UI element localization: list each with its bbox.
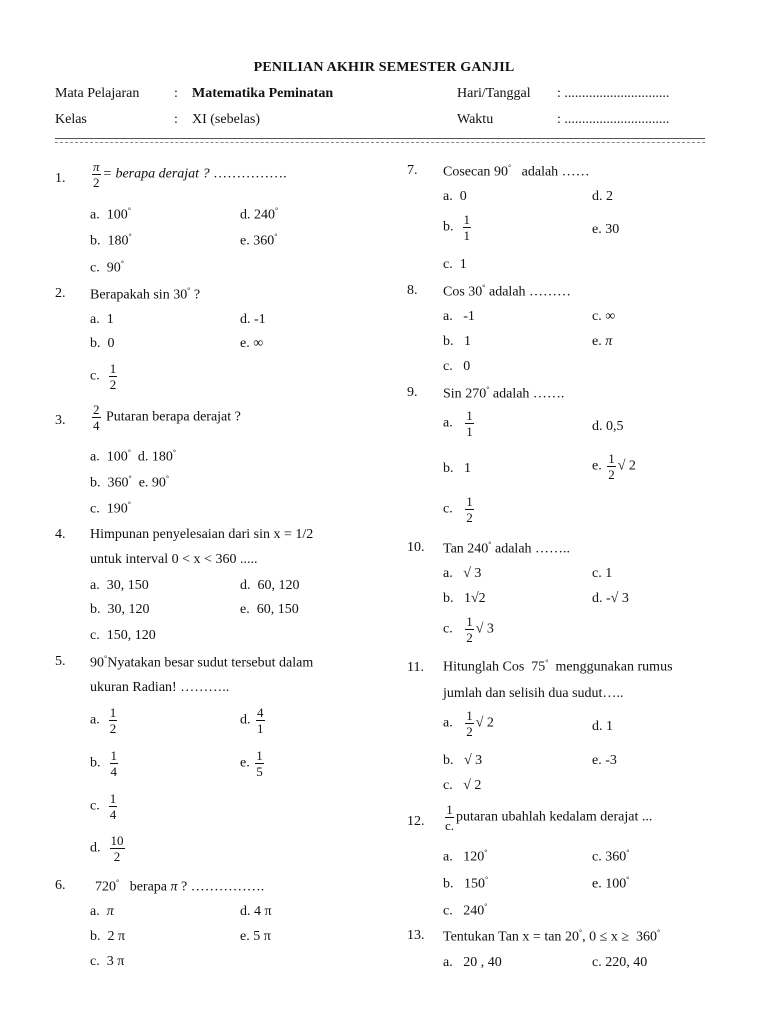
q5-number: 5. bbox=[55, 654, 66, 669]
q11-number: 11. bbox=[407, 660, 424, 675]
q4-stem-line2: untuk interval 0 < x < 360 ..... bbox=[90, 552, 258, 567]
q11-option-b[interactable]: b. √ 3 bbox=[443, 753, 483, 768]
q9-option-a[interactable]: a. $\frac{1}{1}$ bbox=[443, 408, 473, 439]
q13-option-a[interactable]: a. 20 , 40 bbox=[443, 955, 502, 970]
q7-option-b[interactable]: b. $\frac{1}{1}$ bbox=[443, 212, 470, 243]
q9-option-e[interactable]: e. $\frac{1}{2}$ √ 2 bbox=[592, 451, 636, 482]
mapel-label: Mata Pelajaran bbox=[55, 86, 140, 101]
q9-option-b[interactable]: b. 1 bbox=[443, 461, 471, 476]
q9-stem: Sin 270° adalah ……. bbox=[443, 385, 565, 402]
q5-option-c[interactable]: c. $\frac{1}{4}$ bbox=[90, 791, 117, 822]
q4-option-e[interactable]: e. 60, 150 bbox=[240, 602, 299, 617]
q5-option-d[interactable]: d. $\frac{4}{1}$ bbox=[240, 705, 264, 736]
q2-stem: Berapakah sin 30° ? bbox=[90, 286, 201, 303]
q6-option-d[interactable]: d. 4 π bbox=[240, 904, 272, 919]
q1-stem: $\frac{\pi}{2}$ = berapa derajat ? ……………. bbox=[93, 159, 287, 190]
q8-stem: Cos 30° adalah ……… bbox=[443, 283, 572, 300]
q10-option-a[interactable]: a. √ 3 bbox=[443, 566, 482, 581]
q12-option-a[interactable]: a. 120° bbox=[443, 848, 488, 865]
q10-option-d[interactable]: c. 1 bbox=[592, 566, 613, 581]
q3-option-b[interactable]: b. 360° e. 90° bbox=[90, 474, 170, 491]
q1-option-d[interactable]: d. 240° bbox=[240, 206, 279, 223]
kelas-label: Kelas bbox=[55, 112, 87, 127]
q11-stem-line2: jumlah dan selisih dua sudut….. bbox=[443, 686, 624, 701]
q6-option-c[interactable]: c. 3 π bbox=[90, 954, 125, 969]
page-title: PENILIAN AKHIR SEMESTER GANJIL bbox=[253, 60, 515, 75]
q3-option-a[interactable]: a. 100° d. 180° bbox=[90, 448, 177, 465]
q13-stem: Tentukan Tan x = tan 20°, 0 ≤ x ≥ 360° bbox=[443, 928, 661, 945]
q7-option-c[interactable]: c. 1 bbox=[443, 257, 467, 272]
q8-option-a[interactable]: a. -1 bbox=[443, 309, 475, 324]
q11-option-e[interactable]: e. -3 bbox=[592, 753, 617, 768]
q2-option-c[interactable]: c. $\frac{1}{2}$ bbox=[90, 361, 117, 392]
q5-option-a[interactable]: a. $\frac{1}{2}$ bbox=[90, 705, 117, 736]
q7-number: 7. bbox=[407, 163, 418, 178]
q8-option-b[interactable]: b. 1 bbox=[443, 334, 471, 349]
header-rule-top bbox=[55, 138, 705, 139]
q6-option-b[interactable]: b. 2 π bbox=[90, 929, 126, 944]
q5-option-e[interactable]: e. $\frac{1}{5}$ bbox=[240, 748, 263, 779]
q3-stem: $\frac{2}{4}$ Putaran berapa derajat ? bbox=[93, 402, 241, 433]
q9-option-c[interactable]: c. $\frac{1}{2}$ bbox=[443, 494, 473, 525]
q9-number: 9. bbox=[407, 385, 418, 400]
q11-stem-line1: Hitunglah Cos 75° menggunakan rumus bbox=[443, 658, 673, 675]
q12-option-c[interactable]: c. 240° bbox=[443, 902, 488, 919]
q5-stem-line1: 90°Nyatakan besar sudut tersebut dalam bbox=[90, 654, 314, 671]
q1-option-e[interactable]: e. 360° bbox=[240, 232, 278, 249]
q12-option-e[interactable]: e. 100° bbox=[592, 875, 630, 892]
q8-option-d[interactable]: c. ∞ bbox=[592, 309, 616, 324]
kelas-value: XI (sebelas) bbox=[192, 112, 261, 127]
q2-option-e[interactable]: e. ∞ bbox=[240, 336, 264, 351]
q12-stem: $\frac{1}{c.}$ putaran ubahlah kedalam derajat ... bbox=[445, 802, 653, 833]
q8-option-c[interactable]: c. 0 bbox=[443, 359, 471, 374]
q6-number: 6. bbox=[55, 878, 66, 893]
mapel-value: Matematika Peminatan bbox=[192, 86, 334, 101]
hari-value: : .............................. bbox=[557, 86, 670, 101]
q4-option-c[interactable]: c. 150, 120 bbox=[90, 628, 156, 643]
q7-stem: Cosecan 90° adalah …… bbox=[443, 163, 590, 180]
kelas-colon: : bbox=[174, 112, 178, 127]
q5-option-d2[interactable]: d. $\frac{10}{2}$ bbox=[90, 833, 124, 864]
q11-option-a[interactable]: a. $\frac{1}{2}$ √ 2 bbox=[443, 708, 494, 739]
q4-stem-line1: Himpunan penyelesaian dari sin x = 1/2 bbox=[90, 527, 314, 542]
q12-option-b[interactable]: b. 150° bbox=[443, 875, 489, 892]
q2-number: 2. bbox=[55, 286, 66, 301]
q2-option-b[interactable]: b. 0 bbox=[90, 336, 115, 351]
q5-option-b[interactable]: b. $\frac{1}{4}$ bbox=[90, 748, 117, 779]
q8-option-e[interactable]: e. π bbox=[592, 334, 613, 349]
q7-option-e[interactable]: e. 30 bbox=[592, 222, 620, 237]
q3-number: 3. bbox=[55, 413, 66, 428]
q5-stem-line2: ukuran Radian! ……….. bbox=[90, 680, 230, 695]
header-rule-bottom bbox=[55, 142, 705, 143]
q3-option-c[interactable]: c. 190° bbox=[90, 500, 131, 517]
q10-stem: Tan 240° adalah …….. bbox=[443, 540, 571, 557]
q1-option-a[interactable]: a. 100° bbox=[90, 206, 131, 223]
hari-label: Hari/Tanggal bbox=[457, 86, 531, 101]
q2-option-d[interactable]: d. -1 bbox=[240, 312, 266, 327]
q11-option-c[interactable]: c. √ 2 bbox=[443, 778, 482, 793]
q1-option-c[interactable]: c. 90° bbox=[90, 259, 124, 276]
q1-number: 1. bbox=[55, 171, 66, 186]
mapel-colon: : bbox=[174, 86, 178, 101]
q1-option-b[interactable]: b. 180° bbox=[90, 232, 132, 249]
q12-number: 12. bbox=[407, 814, 425, 829]
q13-option-c[interactable]: c. 220, 40 bbox=[592, 955, 648, 970]
q7-option-d[interactable]: d. 2 bbox=[592, 189, 613, 204]
q4-option-d[interactable]: d. 60, 120 bbox=[240, 578, 300, 593]
q11-option-d[interactable]: d. 1 bbox=[592, 719, 613, 734]
q8-number: 8. bbox=[407, 283, 418, 298]
q4-option-a[interactable]: a. 30, 150 bbox=[90, 578, 149, 593]
q4-option-b[interactable]: b. 30, 120 bbox=[90, 602, 150, 617]
q6-option-e[interactable]: e. 5 π bbox=[240, 929, 271, 944]
q10-option-c[interactable]: c. $\frac{1}{2}$ √ 3 bbox=[443, 614, 494, 645]
q6-stem: 720° berapa π ? ……………. bbox=[95, 878, 265, 895]
waktu-label: Waktu bbox=[457, 112, 494, 127]
q10-option-b[interactable]: b. 1√2 bbox=[443, 591, 486, 606]
q13-number: 13. bbox=[407, 928, 425, 943]
q1-fraction: $\frac{\pi}{2}$ bbox=[93, 159, 100, 190]
q7-option-a[interactable]: a. 0 bbox=[443, 189, 467, 204]
q10-number: 10. bbox=[407, 540, 425, 555]
waktu-value: : .............................. bbox=[557, 112, 670, 127]
q12-option-d[interactable]: c. 360° bbox=[592, 848, 630, 865]
q6-option-a[interactable]: a. π bbox=[90, 904, 114, 919]
q2-option-a[interactable]: a. 1 bbox=[90, 312, 114, 327]
q10-option-e[interactable]: d. -√ 3 bbox=[592, 591, 629, 606]
q4-number: 4. bbox=[55, 527, 66, 542]
q9-option-d[interactable]: d. 0,5 bbox=[592, 419, 624, 434]
